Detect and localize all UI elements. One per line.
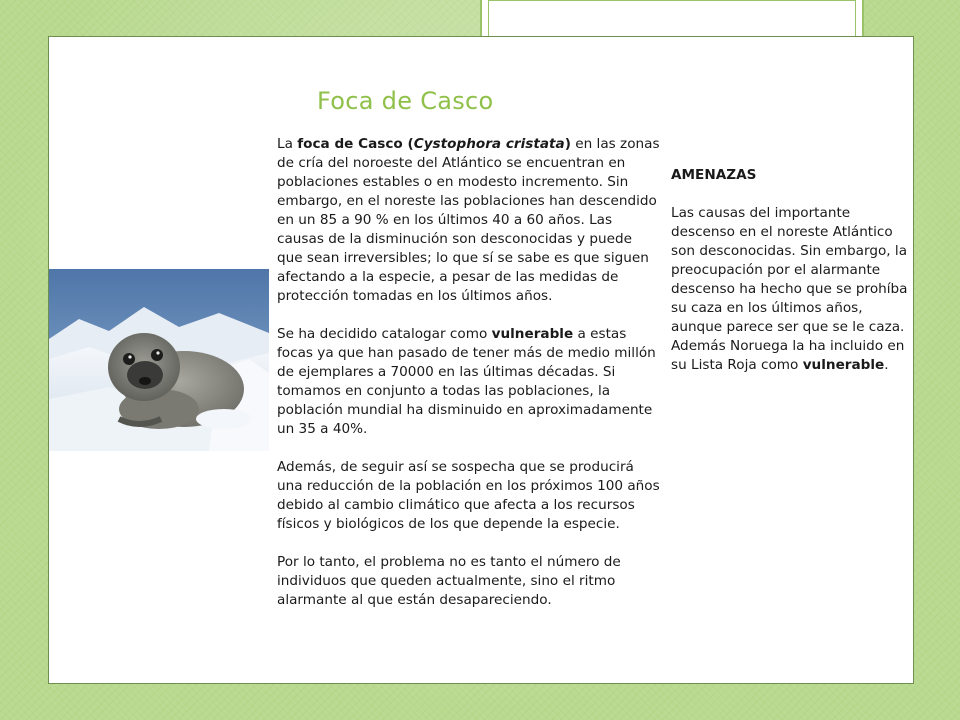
p1-b: foca de Casco ( (297, 136, 414, 152)
main-text (277, 135, 661, 610)
seal-photo (49, 269, 269, 451)
seal-photo-icon (49, 269, 269, 451)
p1-bold (297, 136, 571, 152)
slide-title: Foca de Casco (317, 87, 494, 115)
p1-a: La (277, 136, 298, 152)
p2-bold: vulnerable (491, 326, 574, 342)
p1-d: ) (564, 136, 571, 152)
slide (48, 36, 914, 684)
side-body: Las causas del importante descenso en el noreste Atlántico son desconocidas. Sin embargo, la preocupación por el alarmante descenso ha hecho que se prohíba su caza en los últimos años, aunque parece ser que se le caza. Además Noruega la ha incluido en su Lista Roja como (671, 205, 908, 373)
paragraph-1 (277, 135, 661, 306)
p2-c: a estas focas ya que han pasado de tener más de medio millón de ejemplares a 70000 en las últimas décadas. Si tomamos en conjunto a todas las poblaciones, la población mundial ha disminuido en aproximadamente un 35 a 40%. (277, 326, 656, 437)
paragraph-3: Además, de seguir así se sospecha que se producirá una reducción de la población en los próximos 100 años debido al cambio climático que afecta a los recursos físicos y biológicos de los que depende la especie. (277, 459, 660, 532)
paragraph-4: Por lo tanto, el problema no es tanto el número de individuos que queden actualmente, sino el ritmo alarmante al que están desapareciendo. (277, 554, 621, 608)
p2-a: Se ha decidido catalogar como (277, 326, 492, 342)
side-heading: AMENAZAS (671, 167, 757, 183)
side-paragraph (671, 204, 909, 375)
side-end: . (884, 357, 889, 373)
paragraph-2 (277, 325, 661, 439)
side-text (671, 166, 909, 394)
p1-e: en las zonas de cría del noroeste del Atlántico se encuentran en poblaciones estables o en modesto incremento. Sin embargo, en el noreste las poblaciones han descendido en un 85 a 90 % en los últimos 40 a 60 años. Las causas de la disminución son desconocidas y puede que sean irreversibles; lo que sí se sabe es que siguen afectando a la especie, a pesar de las medidas de protección tomadas en los últimos años. (277, 136, 660, 304)
p1-scientific-name: Cystophora cristata (413, 136, 565, 152)
side-bold: vulnerable (802, 357, 885, 373)
